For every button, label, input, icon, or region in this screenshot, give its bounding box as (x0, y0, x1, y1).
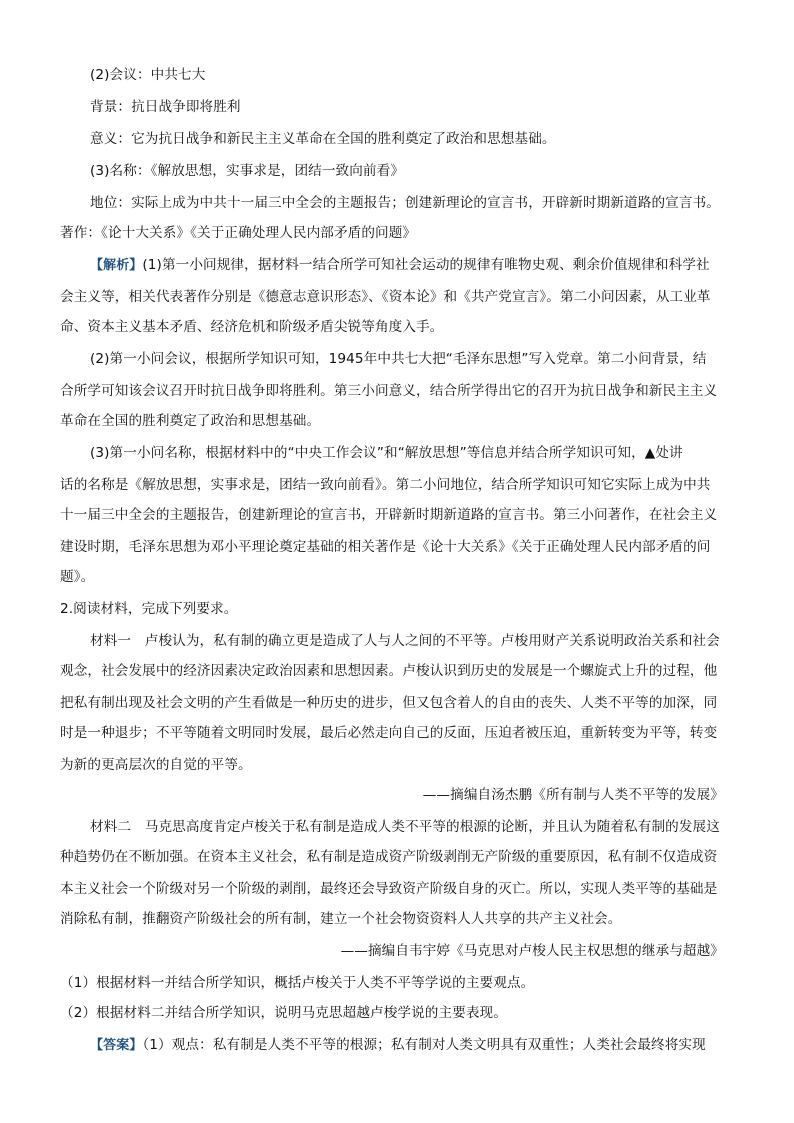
material-1-source: ——摘编自汤杰鹏《所有制与人类不平等的发展》 (422, 787, 724, 803)
answer-line-background: 背景：抗日战争即将胜利 (90, 99, 241, 115)
analysis-line-9: 十一届三中全会的主题报告，创建新理论的宣言书，开辟新时期新道路的宣言书。第三小问著作，在社会主义 (60, 507, 718, 523)
analysis-line-5: 合所学可知该会议召开时抗日战争即将胜利。第三小问意义，结合所学得出它的召开为抗日战争和新民主主义 (60, 383, 718, 399)
answer-line-name: (3)名称：《解放思想，实事求是，团结一致向前看》 (90, 163, 405, 179)
question-part-2: （2）根据材料二并结合所学知识，说明马克思超越卢梭学说的主要表现。 (60, 1005, 507, 1021)
answer-tag: 【答案】 (90, 1038, 143, 1053)
analysis-line-2: 会主义等，相关代表著作分别是《德意志意识形态》、《资本论》和《共产党宣言》。第二小问因素，从工业革 (60, 289, 711, 305)
material-1-line-3: 把私有制出现及社会文明的产生看做是一种历史的进步，但又包含着人的自由的丧失、人类不平等的加深，同 (60, 695, 718, 711)
material-2-source: ——摘编自韦宇婷《马克思对卢梭人民主权思想的继承与超越》 (340, 943, 724, 959)
answer-line-meeting: (2)会议：中共七大 (90, 67, 206, 83)
material-2-line-1: 材料二 马克思高度肯定卢梭关于私有制是造成人类不平等的根源的论断，并且认为随着私有制的发展这 (90, 819, 720, 835)
material-1-line-2: 观念，社会发展中的经济因素决定政治因素和思想因素。卢梭认识到历史的发展是一个螺旋式上升的过程，他 (60, 663, 718, 679)
answer-text: （1）观点：私有制是人类不平等的根源；私有制对人类文明具有双重性；人类社会最终将实现 (142, 1037, 706, 1053)
analysis-line-10: 建设时期，毛泽东思想为邓小平理论奠定基础的相关著作是《论十大关系》《关于正确处理人民内部矛盾的问 (60, 539, 711, 555)
question-part-1: （1）根据材料一并结合所学知识，概括卢梭关于人类不平等学说的主要观点。 (60, 975, 535, 991)
analysis-line-8: 话的名称是《解放思想，实事求是，团结一致向前看》。第二小问地位，结合所学知识可知它实际上成为中共 (60, 477, 711, 493)
answer-line (90, 1036, 706, 1055)
material-2-line-3: 本主义社会一个阶级对另一个阶级的剥削，最终还会导致资产阶级自身的灭亡。所以，实现人类平等的基础是 (60, 881, 718, 897)
analysis-line-7: (3)第一小问名称，根据材料中的“中央工作会议”和“解放思想”等信息并结合所学知识可知，▲处讲 (90, 445, 683, 461)
answer-line-position: 地位：实际上成为中共十一届三中全会的主题报告；创建新理论的宣言书，开辟新时期新道路的宣言书。 (90, 195, 720, 211)
analysis-line-4: (2)第一小问会议，根据所学知识可知，1945年中共七大把“毛泽东思想”写入党章。第二小问背景，结 (90, 351, 707, 367)
material-1-line-4: 时是一种退步；不平等随着文明同时发展，最后必然走向自己的反面，压迫者被压迫，重新转变为平等，转变 (60, 725, 718, 741)
answer-line-works: 著作：《论十大关系》《关于正确处理人民内部矛盾的问题》 (60, 225, 417, 241)
analysis-line-11: 题》。 (60, 569, 95, 585)
analysis-line-6: 革命在全国的胜利奠定了政治和思想基础。 (60, 413, 321, 429)
analysis-line-1 (90, 256, 710, 275)
material-2-line-4: 消除私有制，推翻资产阶级社会的所有制，建立一个社会物资资料人人共享的共产主义社会。 (60, 911, 622, 927)
question-title: 2.阅读材料，完成下列要求。 (60, 601, 238, 617)
material-1-line-5: 为新的更高层次的自觉的平等。 (60, 757, 252, 773)
analysis-text: (1)第一小问规律，据材料一结合所学可知社会运动的规律有唯物史观、剩余价值规律和科学社 (142, 257, 710, 273)
answer-line-significance: 意义：它为抗日战争和新民主主义革命在全国的胜利奠定了政治和思想基础。 (90, 131, 556, 147)
analysis-line-3: 命、资本主义基本矛盾、经济危机和阶级矛盾尖锐等角度入手。 (60, 319, 444, 335)
analysis-tag: 【解析】 (90, 258, 143, 273)
material-1-line-1: 材料一 卢梭认为，私有制的确立更是造成了人与人之间的不平等。卢梭用财产关系说明政治关系和社会 (90, 633, 720, 649)
material-2-line-2: 种趋势仍在不断加强。在资本主义社会，私有制是造成资产阶级剥削无产阶级的重要原因，私有制不仅造成资 (60, 849, 718, 865)
